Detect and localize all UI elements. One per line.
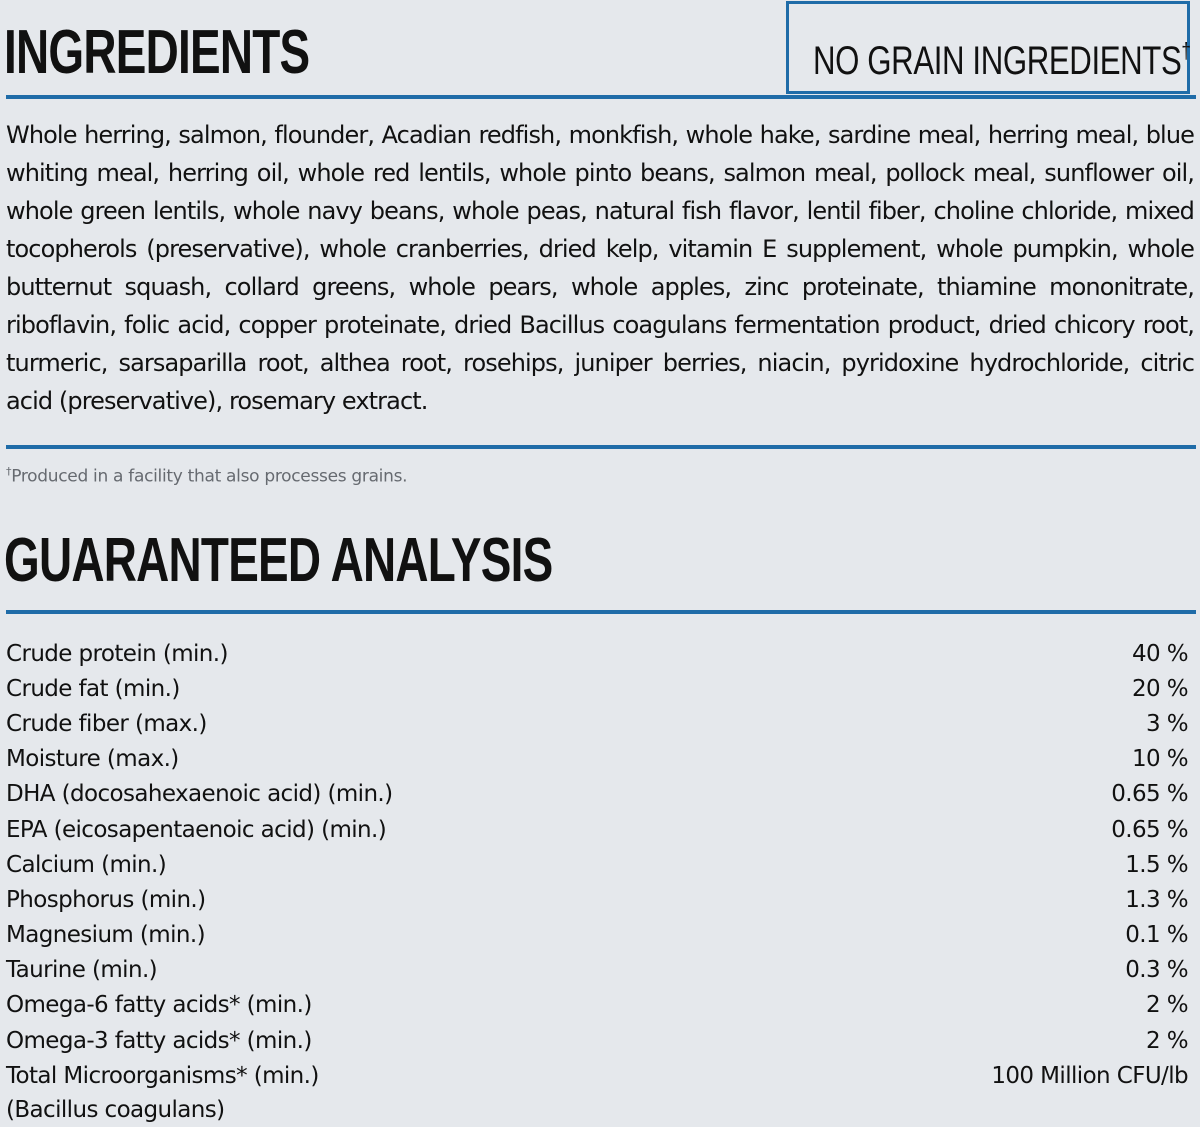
ingredients-list: Whole herring, salmon, flounder, Acadian redfish, monkfish, whole hake, sardine meal, herring meal, blue whiting meal, herring oil, whole red lentils, whole pinto beans, salmon meal, pollock meal, sunflower oil, whole green lentils, whole navy beans, whole peas, natural fish flavor, lentil fiber, choline chloride, mixed tocopherols (preservative), whole cranberries, dried kelp, vitamin E supplement, whole pumpkin, whole butternut squash, collard greens, whole pears, whole apples, zinc proteinate, thiamine mononitrate, riboflavin, folic acid, copper proteinate, dried Bacillus coagulans fermentation product, dried chicory root, turmeric, sarsaparilla root, althea root, rosehips, juniper berries, niacin, pyridoxine hydrochloride, citric acid (preservative), rosemary extract. bbox=[6, 121, 1194, 415]
analysis-value: 2 % bbox=[1146, 1027, 1188, 1054]
dagger-mark: † bbox=[1181, 38, 1191, 63]
analysis-row bbox=[6, 706, 1188, 741]
analysis-row bbox=[6, 777, 1188, 812]
no-grain-badge-text bbox=[813, 31, 1191, 81]
analysis-value: 1.5 % bbox=[1125, 851, 1188, 878]
analysis-row bbox=[6, 918, 1188, 953]
analysis-value: 20 % bbox=[1131, 675, 1188, 702]
no-grain-badge-label: NO GRAIN INGREDIENTS bbox=[813, 39, 1182, 83]
analysis-value: 100 Million CFU/lb bbox=[991, 1062, 1188, 1089]
analysis-label: EPA (eicosapentaenoic acid) (min.) bbox=[6, 816, 387, 843]
guaranteed-analysis-table bbox=[6, 636, 1188, 1127]
footnote-text: Produced in a facility that also processes grains. bbox=[11, 466, 408, 487]
analysis-value: 0.65 % bbox=[1111, 816, 1188, 843]
analysis-row bbox=[6, 1058, 1188, 1093]
analysis-value: 2 % bbox=[1146, 992, 1188, 1019]
analysis-label: Crude fiber (max.) bbox=[6, 710, 207, 737]
ingredients-bottom-divider bbox=[6, 445, 1196, 449]
analysis-row bbox=[6, 953, 1188, 988]
analysis-row bbox=[6, 988, 1188, 1023]
analysis-label: Moisture (max.) bbox=[6, 746, 179, 773]
analysis-label: DHA (docosahexaenoic acid) (min.) bbox=[6, 781, 393, 808]
analysis-row bbox=[6, 812, 1188, 847]
analysis-value: 0.65 % bbox=[1111, 781, 1188, 808]
analysis-label: Omega-6 fatty acids* (min.) bbox=[6, 992, 312, 1019]
analysis-value: 10 % bbox=[1131, 746, 1188, 773]
analysis-label: Magnesium (min.) bbox=[6, 922, 205, 949]
analysis-row bbox=[6, 671, 1188, 706]
analysis-value: 0.1 % bbox=[1125, 922, 1188, 949]
analysis-label: Omega-3 fatty acids* (min.) bbox=[6, 1027, 312, 1054]
analysis-value: 40 % bbox=[1131, 640, 1188, 667]
analysis-row bbox=[6, 636, 1188, 671]
analysis-row bbox=[6, 742, 1188, 777]
ingredients-divider bbox=[6, 95, 1196, 99]
analysis-label: Total Microorganisms* (min.) bbox=[6, 1062, 319, 1089]
ingredients-title: INGREDIENTS bbox=[4, 18, 310, 87]
analysis-value: 3 % bbox=[1146, 710, 1188, 737]
analysis-label: Calcium (min.) bbox=[6, 851, 167, 878]
analysis-label: Crude fat (min.) bbox=[6, 675, 180, 702]
analysis-value: 1.3 % bbox=[1125, 886, 1188, 913]
analysis-label: Phosphorus (min.) bbox=[6, 886, 206, 913]
analysis-row bbox=[6, 1023, 1188, 1058]
analysis-label: Crude protein (min.) bbox=[6, 640, 228, 667]
analysis-row-note: (Bacillus coagulans) bbox=[6, 1097, 225, 1124]
no-grain-badge bbox=[786, 1, 1190, 94]
analysis-label: Taurine (min.) bbox=[6, 957, 158, 984]
guaranteed-analysis-title: GUARANTEED ANALYSIS bbox=[4, 526, 553, 595]
analysis-value: 0.3 % bbox=[1125, 957, 1188, 984]
analysis-row bbox=[6, 882, 1188, 917]
analysis-divider bbox=[6, 610, 1196, 614]
footnote-dagger-mark: † bbox=[6, 465, 12, 478]
analysis-row bbox=[6, 847, 1188, 882]
grain-footnote bbox=[6, 460, 407, 489]
